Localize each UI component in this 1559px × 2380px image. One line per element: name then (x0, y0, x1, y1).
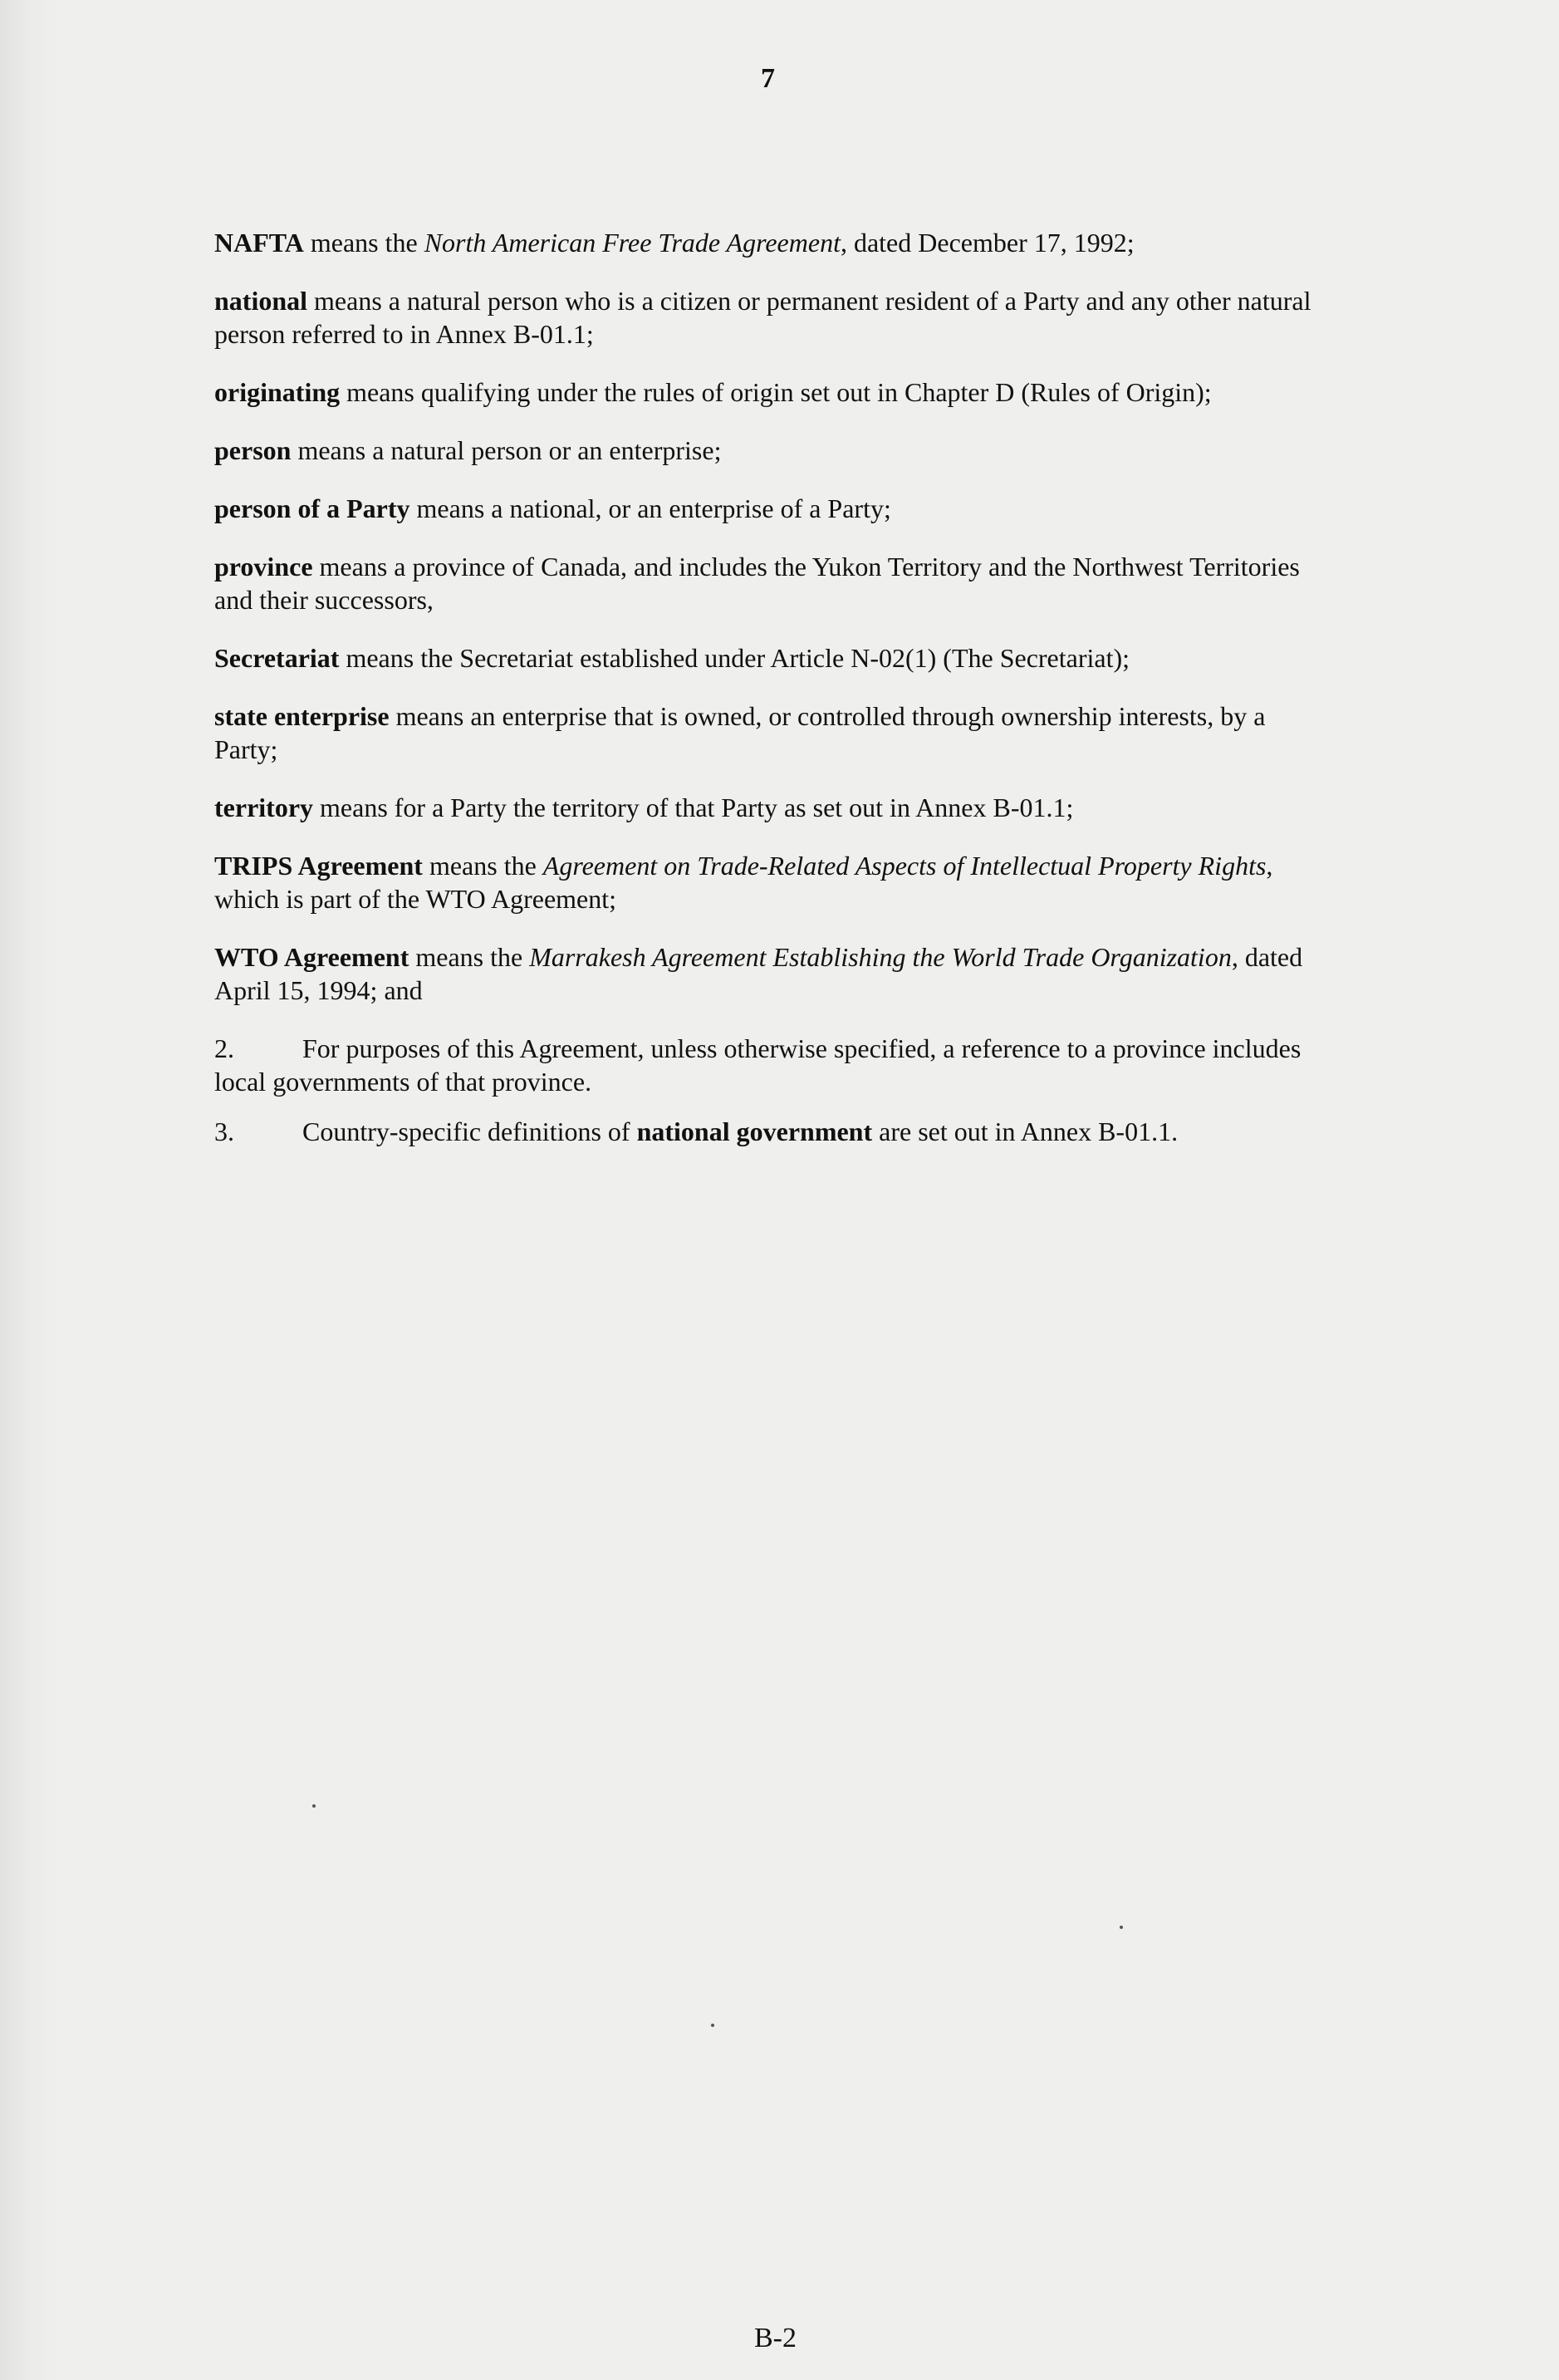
paragraph-bold-term: national government (636, 1116, 873, 1146)
definition-text: , which is part of the WTO Agreement; (214, 851, 1273, 914)
definition-text: means a natural person or an enterprise; (291, 435, 722, 465)
definition-term: WTO Agreement (214, 942, 409, 972)
paragraph-3 (214, 1115, 1327, 1148)
definition-secretariat (214, 641, 1327, 675)
definition-term: person of a Party (214, 493, 410, 523)
paragraph-text: are set out in Annex B-01.1. (872, 1116, 1179, 1146)
definition-wto-agreement (214, 940, 1327, 1007)
paragraph-text: Country-specific definitions of (302, 1116, 637, 1146)
scan-speck (1120, 1926, 1123, 1929)
definition-term: TRIPS Agreement (214, 851, 423, 881)
definition-term: originating (214, 377, 341, 407)
definition-term: state enterprise (214, 701, 390, 731)
paragraph-text: For purposes of this Agreement, unless otherwise specified, a reference to a province includes local governments of that province. (214, 1033, 1302, 1097)
page-number: 7 (761, 63, 775, 94)
definition-term: province (214, 552, 313, 582)
definition-text: means a province of Canada, and includes the Yukon Territory and the Northwest Territories and their successors, (214, 552, 1300, 615)
scan-speck (711, 2024, 714, 2027)
definition-state-enterprise (214, 699, 1327, 766)
definition-trips-agreement (214, 849, 1327, 915)
definition-text: means an enterprise that is owned, or controlled through ownership interests, by a Party; (214, 701, 1266, 764)
definition-territory (214, 791, 1327, 824)
paragraph-2 (214, 1032, 1327, 1098)
definition-text: means the Secretariat established under Article N-02(1) (The Secretariat); (339, 643, 1130, 673)
definition-term: territory (214, 793, 314, 822)
definition-province (214, 550, 1327, 616)
definition-text: , dated December 17, 1992; (840, 228, 1135, 258)
definition-term: national (214, 286, 308, 316)
definition-term: person (214, 435, 292, 465)
definition-term: Secretariat (214, 643, 340, 673)
definition-text: means qualifying under the rules of origin set out in Chapter D (Rules of Origin); (340, 377, 1212, 407)
definition-text: means a natural person who is a citizen or permanent resident of a Party and any other natural person referred to in Annex B-01.1; (214, 286, 1311, 349)
definition-text: means a national, or an enterprise of a Party; (409, 493, 891, 523)
scan-speck (312, 1804, 316, 1808)
paragraph-number: 3. (214, 1116, 234, 1146)
definitions-body (214, 226, 1327, 1165)
definition-nafta (214, 226, 1327, 259)
definition-text: , dated April 15, 1994; and (214, 942, 1303, 1005)
definition-person-of-a-party (214, 492, 1327, 525)
paragraph-number: 2. (214, 1033, 234, 1063)
definition-italic-title: North American Free Trade Agreement (424, 228, 841, 258)
definition-originating (214, 375, 1327, 409)
page-footer-label: B-2 (754, 2323, 797, 2353)
definition-text: means the (409, 942, 530, 972)
definition-text: means for a Party the territory of that Party as set out in Annex B-01.1; (313, 793, 1074, 822)
definition-italic-title: Marrakesh Agreement Establishing the World Trade Organization (529, 942, 1232, 972)
definition-text: means the (303, 228, 424, 258)
page-shadow-edge (0, 0, 58, 2380)
definition-person (214, 434, 1327, 467)
definition-term: NAFTA (214, 228, 304, 258)
definition-text: means the (422, 851, 543, 881)
definition-national (214, 284, 1327, 351)
definition-italic-title: Agreement on Trade-Related Aspects of Intellectual Property Rights (542, 851, 1267, 881)
